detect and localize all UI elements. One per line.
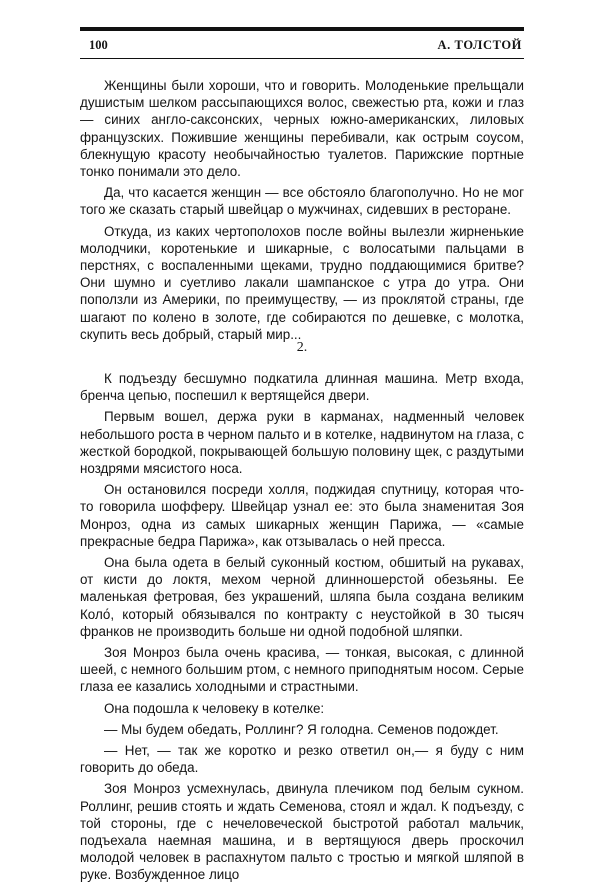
paragraph: Да, что касается женщин — все обстояло благополучно. Но не мог того же сказать старый швейцар о мужчинах, сидевших в ресторане. xyxy=(80,185,524,218)
paragraph: Откуда, из каких чертополохов после войны вылезли жирненькие молодчики, коротенькие и шикарные, с волосатыми пальцами в перстнях, с воспаленными щеками, трудно поддающимися бритве? Они шумно и суетливо лакали шампанское с утра до утра. Они поползли из Америки, по преимуществу, — из проклятой страны, где шагают по колено в золоте, где собираются по дешевке, с молотка, скупить весь добрый, старый мир... xyxy=(80,223,524,342)
paragraph: Она была одета в белый суконный костюм, обшитый на рукавах, от кисти до локтя, мехом черной длинношерстой обезьяны. Ее маленькая фетровая, без украшений, шляпа была создана великим Коло́, который обязывался по контракту с неустойкой в 30 тысяч франков не производить больше ни одной подобной шляпки. xyxy=(80,555,524,639)
header-bottom-rule xyxy=(80,58,524,59)
paragraph: К подъезду бесшумно подкатила длинная машина. Метр входа, бренча цепью, поспешил к вертящейся двери. xyxy=(80,371,524,404)
header-top-rule xyxy=(80,27,524,31)
paragraph: Он остановился посреди холля, поджидая спутницу, которая что-то говорила шофферу. Швейцар узнал ее: это была знаменитая Зоя Монроз, одна из самых шикарных женщин Парижа, — «самые прекрасные бедра Парижа», как отзывалась о ней пресса. xyxy=(80,482,524,549)
page-number: 100 xyxy=(89,38,108,52)
text-block-1 xyxy=(80,77,524,347)
paragraph: Женщины были хороши, что и говорить. Молоденькие прельщали душистым шелком рассыпающихся волос, свежестью рта, кожи и глаз — синих англо-саксонских, черных южно-американских, лиловых французских. Пожившие женщины перебивали, как острым соусом, блекнущую красоту необычайностью туалетов. Парижские портные тонко понимали это дело. xyxy=(80,78,524,180)
paragraph: — Нет, — так же коротко и резко ответил он,— я буду с ним говорить до обеда. xyxy=(80,743,524,776)
paragraph: Первым вошел, держа руки в карманах, надменный человек небольшого роста в черном пальто и в котелке, надвинутом на глаза, с жесткой бородкой, покрывающей большую половину щек, с раздутыми ноздрями мясистого носа. xyxy=(80,409,524,477)
chapter-number: 2. xyxy=(296,340,308,355)
paragraph: Зоя Монроз была очень красива, — тонкая, высокая, с длинной шеей, с немного большим ртом, с немного приподнятым носом. Серые глаза ее казались холодными и страстными. xyxy=(80,645,524,695)
paragraph: Она подошла к человеку в котелке: xyxy=(104,700,325,716)
running-head-author: А. ТОЛСТОЙ xyxy=(437,38,522,52)
paragraph: Зоя Монроз усмехнулась, двинула плечиком под белым сукном. Роллинг, решив стоять и ждать Семенова, стоял и ждал. К подъезду, с той стороны, где с нечеловеческой быстротой работал мальчик, подъехала наемная машина, и в вертящуюся дверь проскочил молодой человек в распахнутом пальто с тростью и мягкой шляпой в руке. Возбужденное лицо xyxy=(80,781,524,883)
running-head xyxy=(80,36,524,54)
text-block-2 xyxy=(80,370,524,888)
paragraph: — Мы будем обедать, Роллинг? Я голодна. Семенов подождет. xyxy=(104,721,499,737)
